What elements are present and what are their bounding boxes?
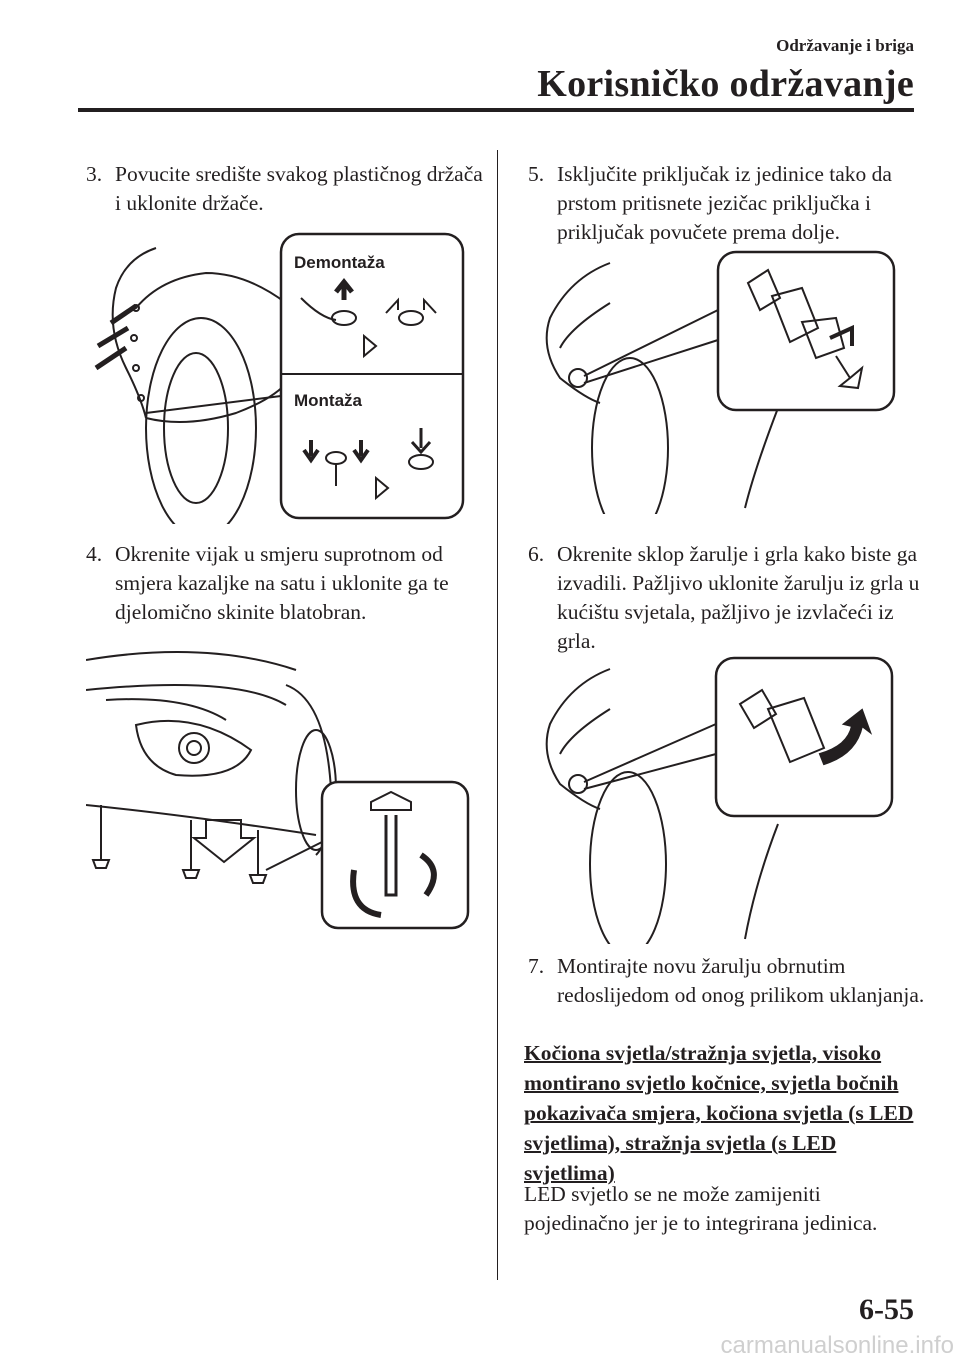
label-removal: Demontaža [294, 253, 385, 272]
step-number: 7. [528, 954, 545, 978]
watermark: carmanualsonline.info [720, 1332, 954, 1359]
section-label: Održavanje i briga [776, 36, 914, 55]
section-subheading: Kočiona svjetla/stražnja svjetla, visoko montirano svjetlo kočnice, svjetla bočnih pokazivača smjera, kočiona svjetla (s LED svjetlima), stražnja svjetla (s LED svjetlima) [524, 1041, 914, 1185]
step-text: Povucite središte svakog plastičnog držača i uklonite držače. [115, 162, 483, 215]
step-3 [86, 160, 486, 218]
step-5 [528, 160, 928, 247]
step-text: Montirajte novu žarulju obrnutim redoslijedom od onog prilikom uklanjanja. [557, 954, 925, 1007]
step-6 [528, 540, 928, 656]
step-text: Okrenite sklop žarulje i grla kako biste ga izvadili. Pažljivo uklonite žarulju iz grla u kućištu svjetala, pažljivo je izvlačeći iz grla. [557, 542, 920, 653]
page-number: 6-55 [859, 1293, 914, 1326]
figure-fender-clips [86, 228, 466, 524]
step-text: Okrenite vijak u smjeru suprotnom od smjera kazaljke na satu i uklonite ga te djelomično skinite blatobran. [115, 542, 449, 624]
step-number: 6. [528, 542, 545, 566]
page-title: Korisničko održavanje [537, 63, 914, 105]
label-install: Montaža [294, 391, 362, 410]
step-text: Isključite priključak iz jedinice tako da prstom pritisnete jezičac priključka i priključak povučete prema dolje. [557, 162, 892, 244]
figure-bulb-connector [540, 248, 896, 514]
figure-bulb-rotate [540, 654, 896, 944]
step-number: 3. [86, 162, 103, 186]
step-4 [86, 540, 486, 627]
step-number: 4. [86, 542, 103, 566]
column-divider [497, 150, 498, 1280]
figure-bumper-screws [86, 640, 470, 930]
led-note: LED svjetlo se ne može zamijeniti pojedinačno jer je to integrirana jedinica. [524, 1182, 878, 1235]
step-7 [528, 952, 928, 1010]
step-number: 5. [528, 162, 545, 186]
header-rule [78, 108, 914, 112]
